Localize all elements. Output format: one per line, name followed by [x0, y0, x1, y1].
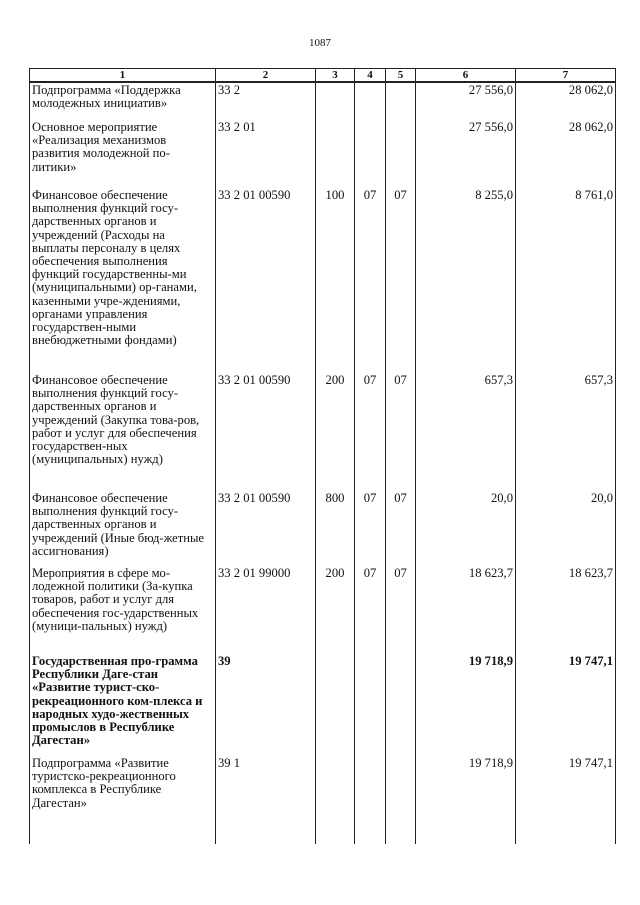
row-code: 39 1: [216, 756, 316, 844]
budget-table: [29, 68, 616, 844]
table-row: [30, 82, 616, 120]
table-row: [30, 373, 616, 491]
row-value-7: 18 623,7: [516, 566, 616, 654]
table-row: [30, 566, 616, 654]
row-col5: 07: [386, 566, 416, 654]
row-col4: 07: [355, 491, 386, 566]
table-row: [30, 120, 616, 188]
row-col4: [355, 120, 386, 188]
row-col4: 07: [355, 373, 386, 491]
row-value-7: 20,0: [516, 491, 616, 566]
row-col5: [386, 82, 416, 120]
column-header: 3: [316, 69, 355, 83]
row-value-6: 8 255,0: [416, 188, 516, 373]
row-value-6: 27 556,0: [416, 120, 516, 188]
row-code: 33 2 01 00590: [216, 373, 316, 491]
row-col3: [316, 756, 355, 844]
column-header: 4: [355, 69, 386, 83]
row-value-6: 20,0: [416, 491, 516, 566]
column-header: 6: [416, 69, 516, 83]
row-value-6: 19 718,9: [416, 756, 516, 844]
header-row: [30, 69, 616, 83]
row-col5: 07: [386, 373, 416, 491]
row-col3: [316, 120, 355, 188]
column-header: 5: [386, 69, 416, 83]
row-name: Государственная про-грамма Республики Даге-стан «Развитие турист-ско-рекреационного ком-плекса и народных худо-жественных промыслов в Республике Дагестан»: [30, 654, 216, 756]
row-value-7: 8 761,0: [516, 188, 616, 373]
row-col3: [316, 82, 355, 120]
row-code: 33 2 01 00590: [216, 491, 316, 566]
row-name: Основное мероприятие «Реализация механизмов развития молодежной по-литики»: [30, 120, 216, 188]
row-name: Мероприятия в сфере мо-лодежной политики (За-купка товаров, работ и услуг для обеспечения гос-ударственных (муници-пальных) нужд): [30, 566, 216, 654]
page-number: 1087: [309, 37, 331, 49]
row-col5: [386, 756, 416, 844]
row-col5: [386, 120, 416, 188]
row-col4: [355, 82, 386, 120]
column-header: 2: [216, 69, 316, 83]
row-col3: 200: [316, 566, 355, 654]
row-code: 33 2 01: [216, 120, 316, 188]
row-code: 33 2 01 99000: [216, 566, 316, 654]
row-col5: [386, 654, 416, 756]
row-col4: 07: [355, 566, 386, 654]
row-value-7: 19 747,1: [516, 756, 616, 844]
row-value-7: 657,3: [516, 373, 616, 491]
table-row: [30, 756, 616, 844]
row-value-7: 28 062,0: [516, 82, 616, 120]
row-col3: 200: [316, 373, 355, 491]
row-name: Подпрограмма «Развитие туристско-рекреационного комплекса в Республике Дагестан»: [30, 756, 216, 844]
row-value-6: 657,3: [416, 373, 516, 491]
row-col3: 100: [316, 188, 355, 373]
row-value-7: 19 747,1: [516, 654, 616, 756]
table-row: [30, 188, 616, 373]
row-name: Финансовое обеспечение выполнения функций госу-дарственных органов и учреждений (Закупка това-ров, работ и услуг для обеспечения государствен-ных (муниципальных) нужд): [30, 373, 216, 491]
table-row: [30, 491, 616, 566]
row-col4: [355, 654, 386, 756]
row-value-7: 28 062,0: [516, 120, 616, 188]
row-code: 39: [216, 654, 316, 756]
row-col4: 07: [355, 188, 386, 373]
row-code: 33 2 01 00590: [216, 188, 316, 373]
row-code: 33 2: [216, 82, 316, 120]
row-col3: 800: [316, 491, 355, 566]
row-value-6: 27 556,0: [416, 82, 516, 120]
row-name: Подпрограмма «Поддержка молодежных инициатив»: [30, 82, 216, 120]
row-value-6: 19 718,9: [416, 654, 516, 756]
row-name: Финансовое обеспечение выполнения функций госу-дарственных органов и учреждений (Иные бюд-жетные ассигнования): [30, 491, 216, 566]
row-name: Финансовое обеспечение выполнения функций госу-дарственных органов и учреждений (Расходы на выплаты персоналу в целях обеспечения выполнения функций государственны-ми (муниципальными) ор-ганами, казенными учре-ждениями, органами управления государствен-ными внебюджетными фондами): [30, 188, 216, 373]
row-value-6: 18 623,7: [416, 566, 516, 654]
row-col4: [355, 756, 386, 844]
row-col5: 07: [386, 491, 416, 566]
row-col3: [316, 654, 355, 756]
row-col5: 07: [386, 188, 416, 373]
column-header: 1: [30, 69, 216, 83]
table-row: [30, 654, 616, 756]
column-header: 7: [516, 69, 616, 83]
